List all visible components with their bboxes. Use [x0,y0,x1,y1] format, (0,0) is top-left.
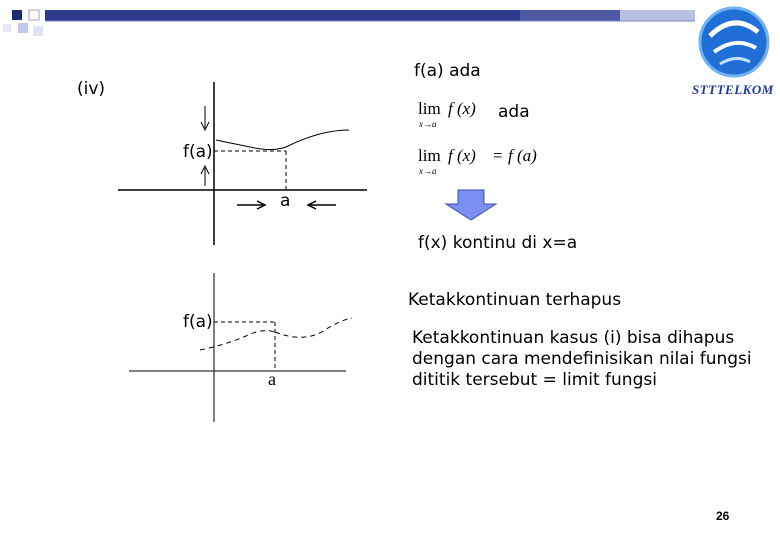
graph-top-fa-label: f(a) [183,142,213,162]
lim-expression: f (x) [448,99,476,118]
logo-text: STTTELKOM [692,82,774,97]
lim-text: lim [418,99,441,118]
lim-subscript: x→a [419,166,437,176]
graph-bottom-a-label: a [268,369,276,389]
limit-exists-suffix: ada [498,102,530,122]
removable-line: dengan cara mendefinisikan nilai fungsi [412,349,752,369]
graph-bottom-fa-label: f(a) [183,312,213,332]
lim-subscript: x→a [419,119,437,129]
lim-text: lim [418,146,441,165]
curve-right-part [275,318,352,337]
equals-sign: = [493,146,503,165]
lim-rhs: f (a) [508,146,537,165]
removable-text [412,328,752,391]
case-label: (iv) [77,79,106,99]
removable-heading: Ketakkontinuan terhapus [408,290,622,310]
graph-top-a-label: a [280,191,291,211]
condition-fa-exists: f(a) ada [414,61,481,81]
conclusion-text: f(x) kontinu di x=a [418,233,578,253]
removable-line: dititik tersebut = limit fungsi [412,370,657,390]
removable-line: Ketakkontinuan kasus (i) bisa dihapus [412,328,735,348]
page-number: 26 [716,509,730,523]
curve-left-part [200,331,275,350]
lim-lhs: f (x) [448,146,476,165]
